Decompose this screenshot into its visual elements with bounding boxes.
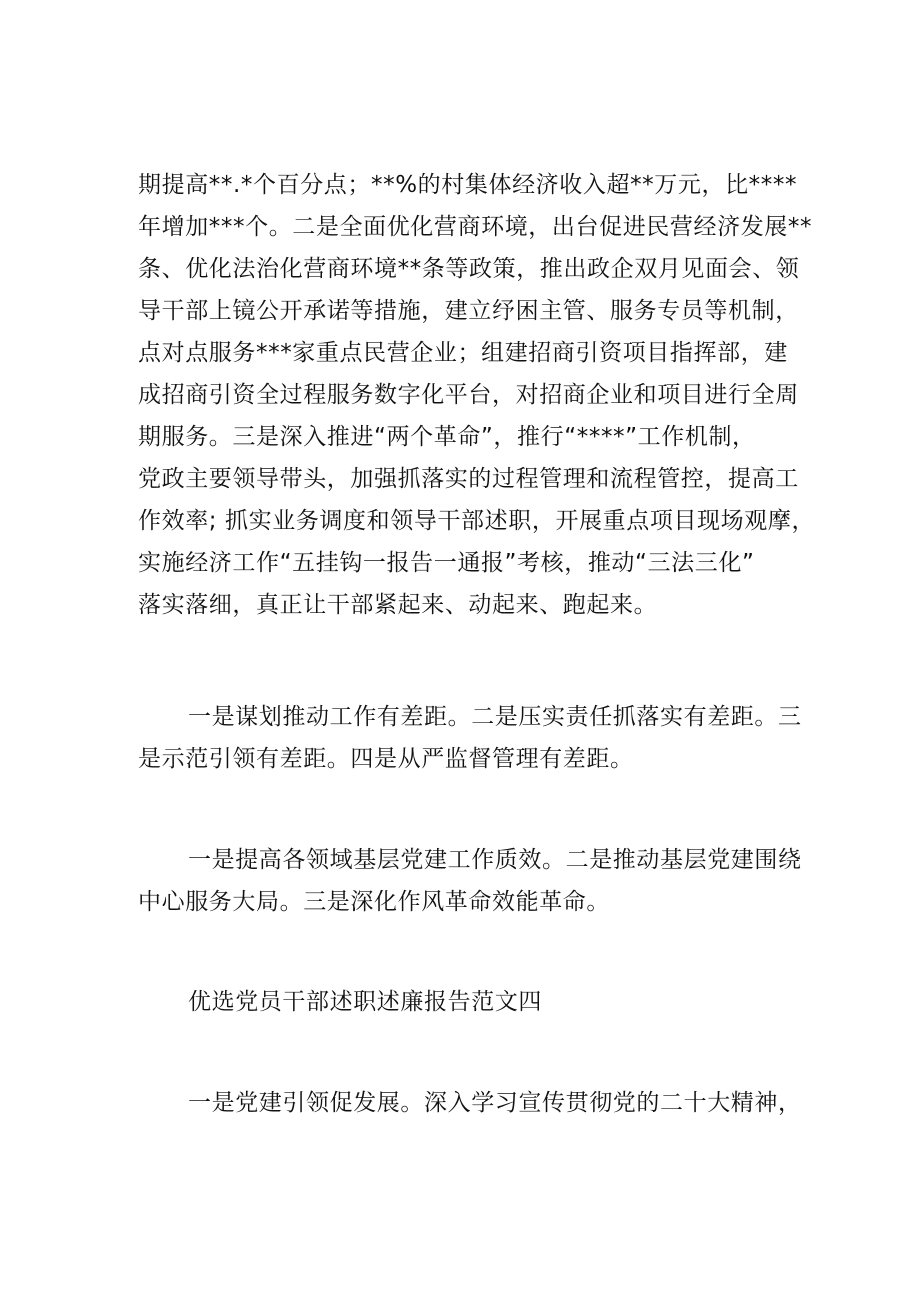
paragraph-1-line-11: 落实落细，真正让干部紧起来、动起来、跑起来。 (138, 592, 658, 618)
paragraph-1-line-9: 作效率; 抓实业务调度和领导干部述职，开展重点项目现场观摩， (138, 508, 816, 534)
paragraph-2-line-2: 是示范引领有差距。四是从严监督管理有差距。 (138, 746, 634, 772)
paragraph-1-line-8: 党政主要领导带头，加强抓落实的过程管理和流程管控，提高工 (138, 466, 799, 492)
paragraph-1-line-2: 年增加***个。二是全面优化营商环境，出台促进民营经济发展** (138, 214, 813, 240)
paragraph-1-line-7: 期服务。三是深入推进“两个革命”，推行“****”工作机制， (138, 424, 756, 450)
paragraph-1-line-10: 实施经济工作“五挂钩一报告一通报”考核，推动“三法三化” (138, 550, 755, 576)
paragraph-4-line-1: 一是党建引领促发展。深入学习宣传贯彻党的二十大精神， (188, 1090, 802, 1116)
paragraph-3-line-1: 一是提高各领域基层党建工作质效。二是推动基层党建围绕 (188, 847, 802, 873)
paragraph-2-line-1: 一是谋划推动工作有差距。二是压实责任抓落实有差距。三 (188, 704, 802, 730)
paragraph-1-line-5: 点对点服务***家重点民营企业；组建招商引资项目指挥部，建 (138, 340, 788, 366)
paragraph-1-line-1: 期提高**.*个百分点；**%的村集体经济收入超**万元，比**** (138, 172, 798, 198)
section-heading: 优选党员干部述职述廉报告范文四 (188, 989, 542, 1015)
paragraph-3-line-2: 中心服务大局。三是深化作风革命效能革命。 (138, 889, 610, 915)
paragraph-1-line-6: 成招商引资全过程服务数字化平台，对招商企业和项目进行全周 (138, 382, 799, 408)
paragraph-1-line-4: 导干部上镜公开承诺等措施，建立纾困主管、服务专员等机制， (138, 298, 799, 324)
paragraph-1-line-3: 条、优化法治化营商环境**条等政策，推出政企双月见面会、领 (138, 256, 800, 282)
